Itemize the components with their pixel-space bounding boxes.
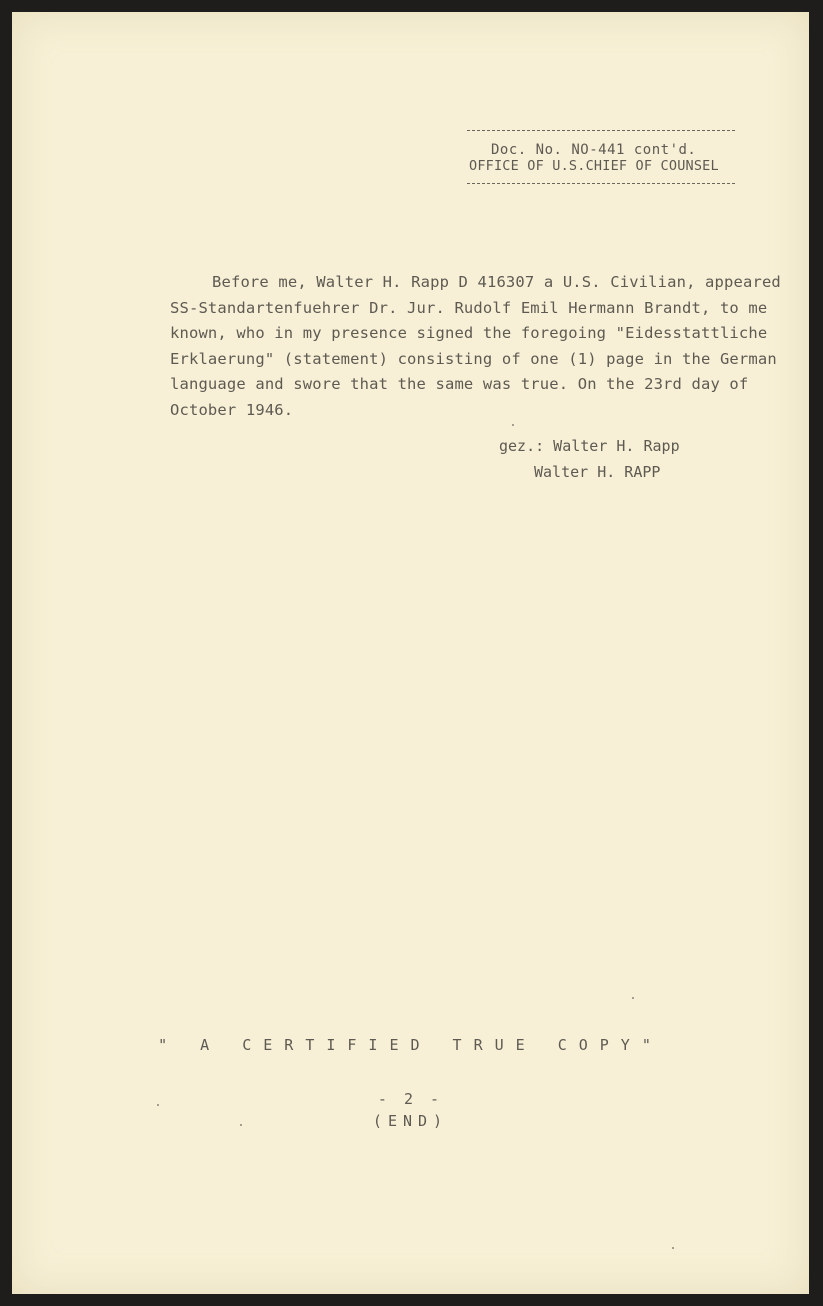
paper-speck bbox=[632, 997, 634, 999]
body-line: SS-Standartenfuehrer Dr. Jur. Rudolf Emil Hermann Brandt, to me bbox=[170, 298, 768, 317]
page-number: - 2 - bbox=[377, 1090, 444, 1108]
body-line: Before me, Walter H. Rapp D 416307 a U.S. Civilian, appeared bbox=[212, 273, 781, 291]
body-line: October 1946. bbox=[170, 400, 294, 419]
paper-speck bbox=[157, 1104, 159, 1106]
paper-speck bbox=[240, 1124, 242, 1126]
signatory-name: Walter H. RAPP bbox=[534, 463, 661, 481]
paper-speck bbox=[672, 1247, 674, 1249]
body-line: Erklaerung" (statement) consisting of one (1) page in the German bbox=[170, 349, 777, 368]
office-heading: OFFICE OF U.S.CHIEF OF COUNSEL bbox=[469, 158, 719, 174]
signature-line: gez.: Walter H. Rapp bbox=[499, 437, 680, 455]
body-line: known, who in my presence signed the foregoing "Eidesstattliche bbox=[170, 324, 768, 343]
document-number: Doc. No. NO-441 cont'd. bbox=[491, 142, 697, 158]
certified-copy-stamp: " A CERTIFIED TRUE COPY" bbox=[158, 1036, 663, 1054]
document-header bbox=[467, 130, 735, 184]
paper-speck bbox=[512, 424, 514, 426]
document-page bbox=[12, 12, 809, 1294]
affidavit-body bbox=[170, 270, 781, 424]
body-line: language and swore that the same was true. On the 23rd day of bbox=[170, 375, 749, 394]
end-marker: (END) bbox=[372, 1112, 449, 1130]
